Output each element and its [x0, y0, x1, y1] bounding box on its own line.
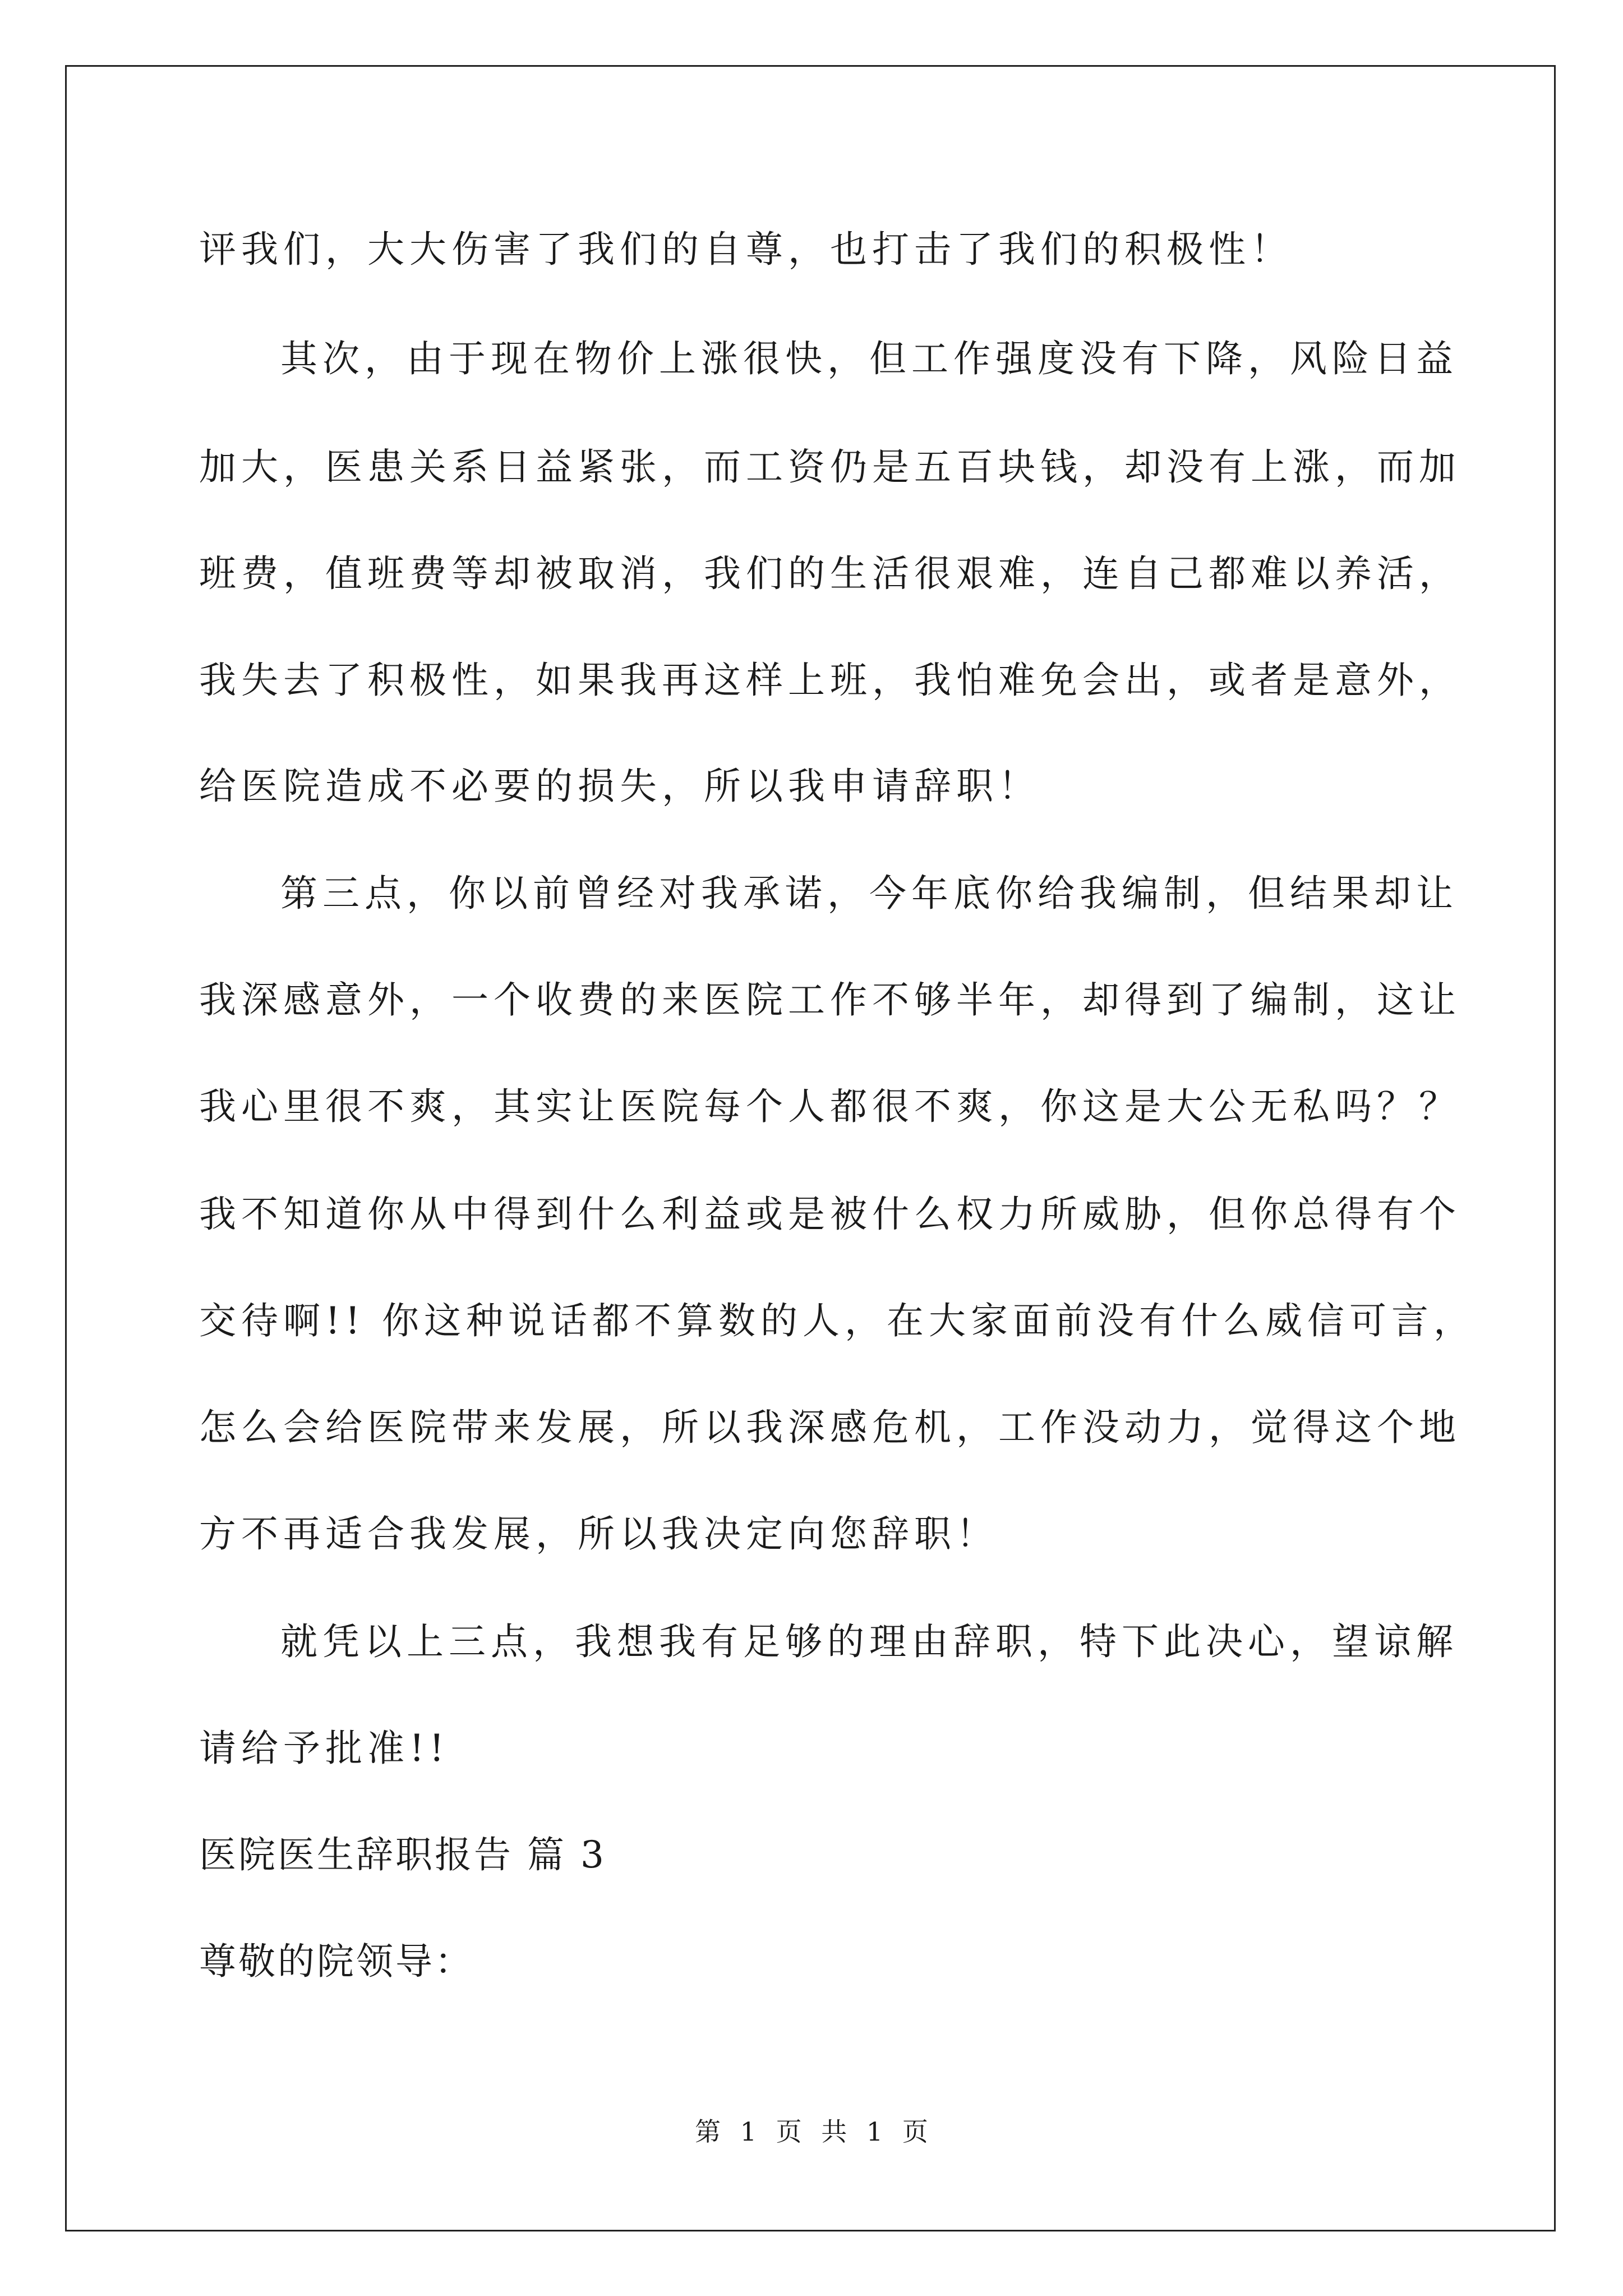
text-line: 就凭以上三点，我想我有足够的理由辞职，特下此决心，望谅解: [280, 1620, 1458, 1663]
text-line: 方不再适合我发展，所以我决定向您辞职！: [199, 1512, 998, 1556]
text-line: 交待啊!! 你这种说话都不算数的人，在大家面前没有什么威信可言，: [199, 1299, 1476, 1342]
text-line: 第三点，你以前曾经对我承诺，今年底你给我编制，但结果却让: [280, 872, 1458, 915]
text-line: 我失去了积极性，如果我再这样上班，我怕难免会出，或者是意外，: [199, 659, 1461, 702]
text-line: 评我们，大大伤害了我们的自尊，也打击了我们的积极性！: [199, 228, 1293, 271]
text-line: 给医院造成不必要的损失，所以我申请辞职！: [199, 765, 1040, 808]
text-line: 怎么会给医院带来发展，所以我深感危机，工作没动力，觉得这个地: [199, 1406, 1461, 1449]
page-border: [65, 65, 1556, 2231]
text-line: 其次，由于现在物价上涨很快，但工作强度没有下降，风险日益: [280, 337, 1458, 380]
section-heading: 医院医生辞职报告 篇 3: [199, 1833, 606, 1876]
text-line: 我不知道你从中得到什么利益或是被什么权力所威胁，但你总得有个: [199, 1193, 1461, 1236]
text-line: 加大，医患关系日益紧张，而工资仍是五百块钱，却没有上涨，而加: [199, 445, 1461, 489]
page-footer: 第 1 页 共 1 页: [695, 2116, 928, 2147]
salutation: 尊敬的院领导：: [199, 1940, 474, 1983]
text-line: 班费，值班费等却被取消，我们的生活很艰难，连自己都难以养活，: [199, 552, 1461, 595]
text-line: 我心里很不爽，其实让医院每个人都很不爽，你这是大公无私吗？？: [199, 1085, 1461, 1128]
text-line: 请给予批准!!: [199, 1727, 450, 1770]
text-line: 我深感意外，一个收费的来医院工作不够半年，却得到了编制，这让: [199, 978, 1461, 1022]
